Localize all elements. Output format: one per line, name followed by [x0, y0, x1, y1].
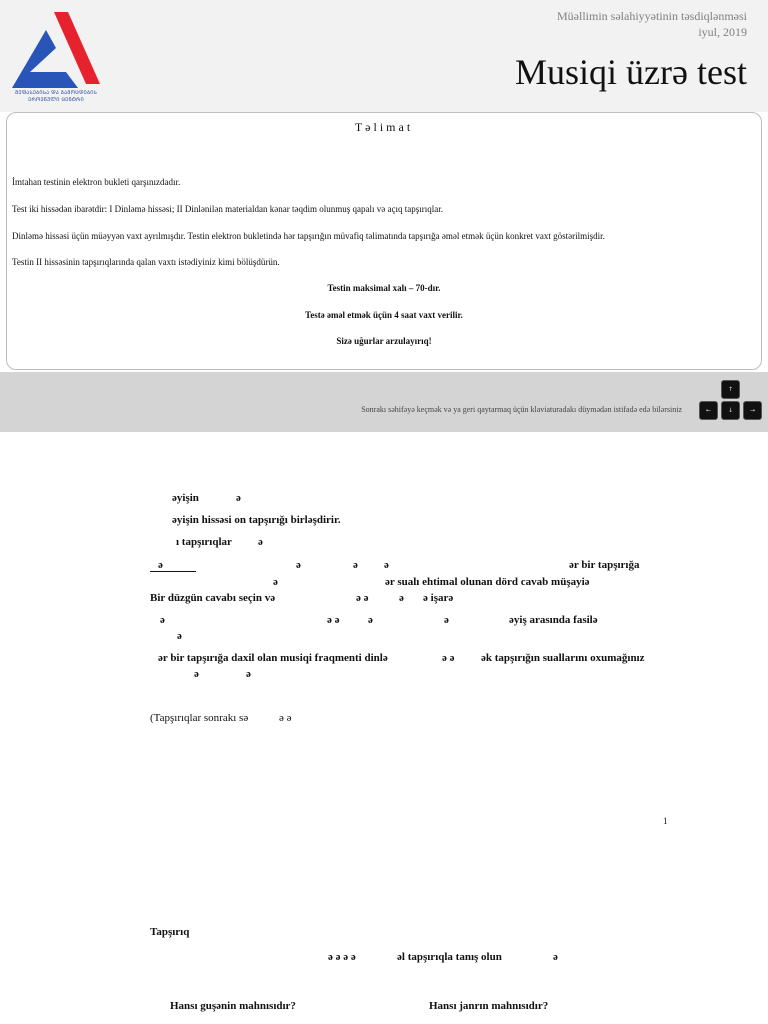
- good-luck-text: Sizə uğurlar arzulayırıq!: [336, 336, 432, 346]
- body-fragment: ə: [160, 614, 165, 626]
- body-fragment: ə ə: [442, 652, 455, 664]
- body-fragment: ə: [177, 630, 182, 642]
- page-number: 1: [663, 816, 668, 826]
- body-fragment: ə: [444, 614, 449, 626]
- navigation-bar: [0, 372, 768, 432]
- page-header: [0, 0, 768, 112]
- body-fragment: ə ə: [279, 712, 292, 724]
- header-subtitle: Müəllimin səlahiyyətinin təsdiqlənməsi: [557, 9, 747, 23]
- body-fragment: ər sualı ehtimal olunan dörd cavab müşayiə: [385, 576, 590, 588]
- instruction-paragraph: Dinləmə hissəsi üçün müəyyən vaxt ayrılmışdır. Testin elektron bukletində hər tapşırığın müvafiq təlimatında tapşırığa əməl etmək üçün konkret vaxt göstərilmişdir.: [12, 231, 605, 241]
- logo-caption: ᲨᲔᲤᲐᲡᲔᲑᲘᲡᲐ ᲓᲐ ᲒᲐᲛᲝᲪᲓᲔᲑᲘᲡ ᲔᲠᲝᲕᲜᲣᲚᲘ ᲪᲔᲜᲢᲠᲘ: [14, 90, 98, 103]
- body-fragment: ə işarə: [423, 592, 454, 604]
- organization-logo: [10, 10, 102, 106]
- header-date: iyul, 2019: [698, 25, 747, 39]
- body-fragment: ı tapşırıqlar: [176, 536, 232, 548]
- body-fragment: (Tapşırıqlar sonrakı sə: [150, 712, 249, 724]
- body-fragment: ər bir tapşırığa daxil olan musiqi fraqmenti dinlə: [158, 652, 388, 664]
- instruction-paragraph: Testin II hissəsinin tapşırıqlarında qalan vaxtı istədiyiniz kimi bölüşdürün.: [12, 257, 280, 267]
- instructions-card: [6, 112, 762, 370]
- body-fragment: ə: [273, 576, 278, 588]
- page-title: Musiqi üzrə test: [515, 52, 747, 92]
- instructions-heading: Təlimat: [354, 120, 414, 134]
- arrow-up-key[interactable]: ↑: [721, 380, 740, 399]
- header-meta: [557, 8, 747, 40]
- instruction-paragraph: Test iki hissədən ibarətdir: I Dinləmə hissəsi; II Dinlənilən materialdan kənar təqdim olunmuş qapalı və açıq tapşırıqlar.: [12, 204, 444, 214]
- body-fragment: ə: [158, 559, 163, 571]
- body-fragment: ə: [236, 492, 241, 504]
- body-fragment: ə: [296, 559, 301, 571]
- question-text: Hansı janrın mahnısıdır?: [429, 1000, 549, 1012]
- instruction-paragraph: İmtahan testinin elektron bukleti qarşınızdadır.: [12, 177, 181, 187]
- body-fragment: ə: [384, 559, 389, 571]
- body-fragment: əyiş arasında fasilə: [509, 614, 598, 626]
- body-fragment: ə: [258, 536, 263, 548]
- body-fragment: ə: [368, 614, 373, 626]
- body-fragment: əl tapşırıqla tanış olun: [397, 951, 502, 963]
- time-limit-text: Testə əməl etmək üçün 4 saat vaxt verilir.: [305, 310, 463, 320]
- question-text: Hansı guşənin mahnısıdır?: [170, 1000, 296, 1012]
- body-fragment: Bir düzgün cavabı seçin və: [150, 592, 276, 604]
- logo-triangle-icon: [10, 10, 102, 94]
- task-label: Tapşırıq: [150, 926, 190, 938]
- body-fragment: ə: [399, 592, 404, 604]
- body-fragment: ə: [353, 559, 358, 571]
- body-fragment: ə: [194, 668, 199, 680]
- body-fragment: ə ə ə ə: [328, 951, 356, 963]
- body-fragment: ər bir tapşırığa: [569, 559, 640, 571]
- body-fragment: ək tapşırığın suallarını oxumağınız: [481, 652, 645, 664]
- body-fragment: ə: [553, 951, 558, 963]
- arrow-left-key[interactable]: ←: [699, 401, 718, 420]
- navigation-hint: Sonrakı səhifəyə keçmək və ya geri qaytarmaq üçün klaviaturadakı düymədən istifadə edə bilərsiniz: [361, 405, 682, 414]
- body-fragment: ə: [246, 668, 251, 680]
- body-fragment: əyişin: [172, 492, 199, 504]
- body-line: əyişin hissəsi on tapşırığı birləşdirir.: [172, 514, 341, 526]
- body-fragment: ə ə: [327, 614, 340, 626]
- arrow-down-key[interactable]: ↓: [721, 401, 740, 420]
- underline-rule: [150, 571, 196, 572]
- arrow-right-key[interactable]: →: [743, 401, 762, 420]
- max-score-text: Testin maksimal xalı – 70-dır.: [327, 283, 441, 293]
- body-fragment: ə ə: [356, 592, 369, 604]
